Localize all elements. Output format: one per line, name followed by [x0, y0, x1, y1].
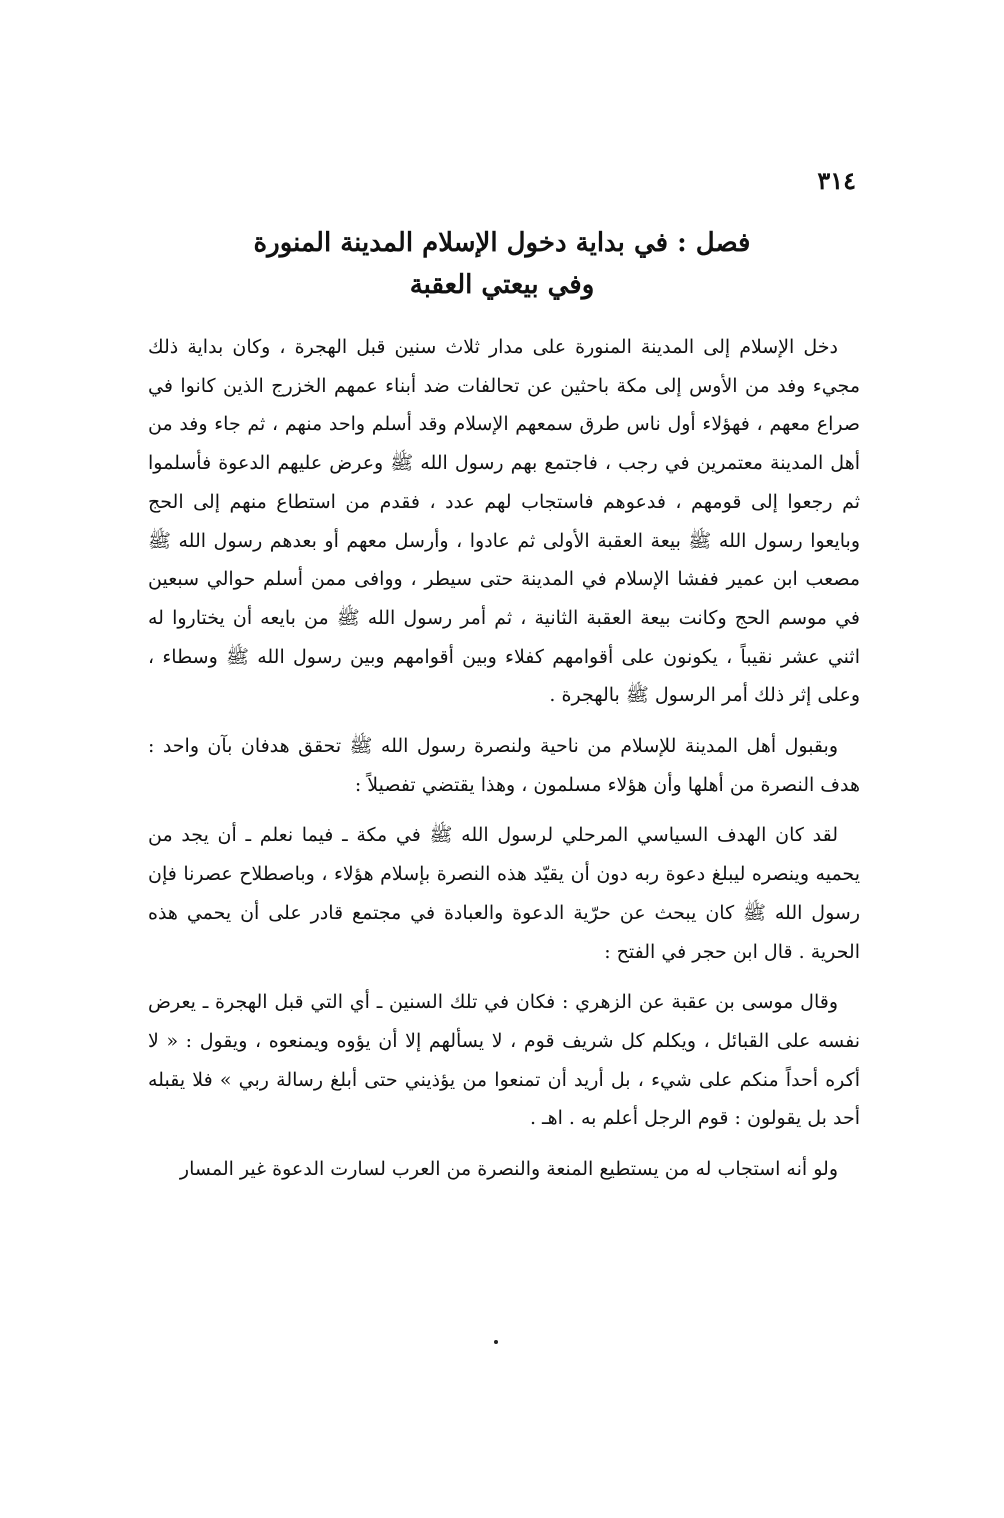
paragraph-1: دخل الإسلام إلى المدينة المنورة على مدار ثلاث سنين قبل الهجرة ، وكان بداية ذلك مجيء وفد من الأوس إلى مكة باحثين عن تحالفات ضد أبناء عمهم الخزرج الذين كانوا في صراع معهم ، فهؤلاء أول ناس طرق سمعهم الإسلام وقد أسلم واحد منهم ، ثم جاء وفد من أهل المدينة معتمرين في رجب ، فاجتمع بهم رسول الله ﷺ وعرض عليهم الدعوة فأسلموا ثم رجعوا إلى قومهم ، فدعوهم فاستجاب لهم عدد ، فقدم من استطاع منهم إلى الحج وبايعوا رسول الله ﷺ بيعة العقبة الأولى ثم عادوا ، وأرسل معهم أو بعدهم رسول الله ﷺ مصعب ابن عمير ففشا الإسلام في المدينة حتى سيطر ، ووافى ممن أسلم حوالي سبعين في موسم الحج وكانت بيعة العقبة الثانية ، ثم أمر رسول الله ﷺ من بايعه أن يختاروا له اثني عشر نقيباً ، يكونون على أقوامهم كفلاء وبين أقوامهم وبين رسول الله ﷺ وسطاء ، وعلى إثر ذلك أمر الرسول ﷺ بالهجرة .: [148, 336, 860, 707]
heading-line-1: فصل : في بداية دخول الإسلام المدينة المنورة: [253, 228, 751, 258]
chapter-heading: [150, 222, 854, 306]
footer-dot-mark: [494, 1340, 498, 1344]
body-text: [148, 328, 860, 1201]
paragraph-3: لقد كان الهدف السياسي المرحلي لرسول الله ﷺ في مكة ـ فيما نعلم ـ أن يجد من يحميه وينصره ليبلغ دعوة ربه دون أن يقيّد هذه النصرة بإسلام هؤلاء ، وباصطلاح عصرنا فإن رسول الله ﷺ كان يبحث عن حرّية الدعوة والعبادة في مجتمع قادر على أن يحمي هذه الحرية . قال ابن حجر في الفتح :: [148, 824, 860, 963]
heading-line-2: وفي بيعتي العقبة: [409, 270, 595, 300]
paragraph-5: ولو أنه استجاب له من يستطيع المنعة والنصرة من العرب لسارت الدعوة غير المسار: [179, 1158, 838, 1181]
page-number: ٣١٤: [817, 166, 856, 195]
paragraph-4: وقال موسى بن عقبة عن الزهري : فكان في تلك السنين ـ أي التي قبل الهجرة ـ يعرض نفسه على القبائل ، ويكلم كل شريف قوم ، لا يسألهم إلا أن يؤوه ويمنعوه ، ويقول : « لا أكره أحداً منكم على شيء ، بل أريد أن تمنعوا من يؤذيني حتى أبلغ رسالة ربي » فلا يقبله أحد بل يقولون : قوم الرجل أعلم به . اهـ .: [148, 991, 860, 1130]
paragraph-2: وبقبول أهل المدينة للإسلام من ناحية ولنصرة رسول الله ﷺ تحقق هدفان بآن واحد : هدف النصرة من أهلها وأن هؤلاء مسلمون ، وهذا يقتضي تفصيلاً :: [148, 735, 860, 796]
